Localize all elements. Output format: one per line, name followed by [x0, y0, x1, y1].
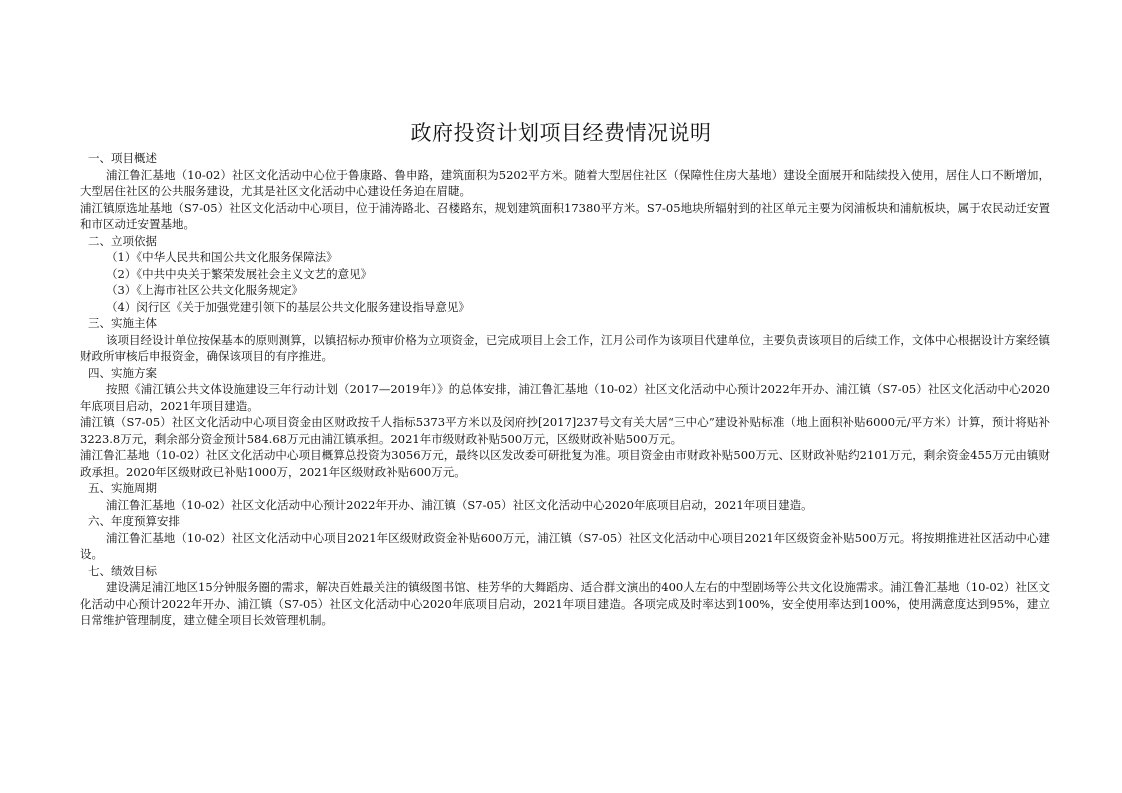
document-title: 政府投资计划项目经费情况说明 [410, 121, 712, 145]
section-heading-period: 五、实施周期 [88, 481, 157, 495]
basis-item-4: （4）闵行区《关于加强党建引领下的基层公共文化服务建设指导意见》 [106, 299, 470, 314]
section-heading-overview: 一、项目概述 [88, 151, 157, 165]
period-paragraph-1: 浦江鲁汇基地（10-02）社区文化活动中心预计2022年开办、浦江镇（S7-05）社区文化活动中心2020年底项目启动，2021年项目建造。 [106, 497, 813, 512]
plan-paragraph-2: 浦江镇（S7-05）社区文化活动中心项目资金由区财政按千人指标5373平方米以及闵府抄[2017]237号文有关大居“三中心”建设补贴标准（地上面积补贴6000元/平方米）计算，预计将贴补3223.8万元，剩余部分资金预计584.68万元由浦江镇承担。2021年市级财政补贴500万元，区级财政补贴500万元。 [80, 415, 1050, 446]
plan-paragraph-1: 按照《浦江镇公共文体设施建设三年行动计划（2017—2019年）》的总体安排，浦江鲁汇基地（10-02）社区文化活动中心预计2022年开办、浦江镇（S7-05）社区文化活动中心2020年底项目启动，2021年项目建造。 [80, 382, 1050, 413]
basis-item-3: （3）《上海市社区公共文化服务规定》 [106, 283, 304, 297]
budget-paragraph-1: 浦江鲁汇基地（10-02）社区文化活动中心项目2021年区级财政资金补贴600万元，浦江镇（S7-05）社区文化活动中心项目2021年区级资金补贴500万元。将按期推进社区活动中心建设。 [80, 530, 1050, 561]
section-heading-basis: 二、立项依据 [88, 233, 157, 248]
section-heading-goals: 七、绩效目标 [88, 563, 157, 578]
section-heading-plan: 四、实施方案 [88, 365, 157, 380]
overview-paragraph-2: 浦江镇原选址基地（S7-05）社区文化活动中心项目，位于浦涛路北、召楼路东，规划建筑面积17380平方米。S7-05地块所辐射到的社区单元主要为闵浦板块和浦航板块，属于农民动迁安置和市区动迁安置基地。 [80, 200, 1050, 231]
basis-item-1: （1）《中华人民共和国公共文化服务保障法》 [106, 250, 338, 264]
entity-paragraph-1: 该项目经设计单位按保基本的原则测算，以镇招标办预审价格为立项资金，已完成项目上会工作，江月公司作为该项目代建单位，主要负责该项目的后续工作，文体中心根据设计方案经镇财政所审核后申报资金，确保该项目的有序推进。 [80, 332, 1050, 363]
document-body [80, 150, 1050, 629]
basis-item-2: （2）《中共中央关于繁荣发展社会主义文艺的意见》 [106, 266, 373, 281]
section-heading-entity: 三、实施主体 [88, 316, 157, 330]
overview-paragraph-1: 浦江鲁汇基地（10-02）社区文化活动中心位于鲁康路、鲁申路，建筑面积为5202平方米。随着大型居住社区（保障性住房大基地）建设全面展开和陆续投入使用，居住人口不断增加，大型居住社区的公共服务建设，尤其是社区文化活动中心建设任务迫在眉睫。 [80, 167, 1050, 198]
plan-paragraph-3: 浦江鲁汇基地（10-02）社区文化活动中心项目概算总投资为3056万元，最终以区发改委可研批复为准。项目资金由市财政补贴500万元、区财政补贴约2101万元，剩余资金455万元由镇财政承担。2020年区级财政已补贴1000万，2021年区级财政补贴600万元。 [80, 448, 1050, 479]
goals-paragraph-1: 建设满足浦江地区15分钟服务圈的需求，解决百姓最关注的镇级图书馆、桂芳华的大舞蹈房、适合群文演出的400人左右的中型剧场等公共文化设施需求。浦江鲁汇基地（10-02）社区文化活动中心预计2022年开办、浦江镇（S7-05）社区文化活动中心2020年底项目启动，2021年项目建造。各项完成及时率达到100%，安全使用率达到100%，使用满意度达到95%，建立日常维护管理制度，建立健全项目长效管理机制。 [80, 580, 1050, 627]
section-heading-budget: 六、年度预算安排 [88, 514, 180, 528]
